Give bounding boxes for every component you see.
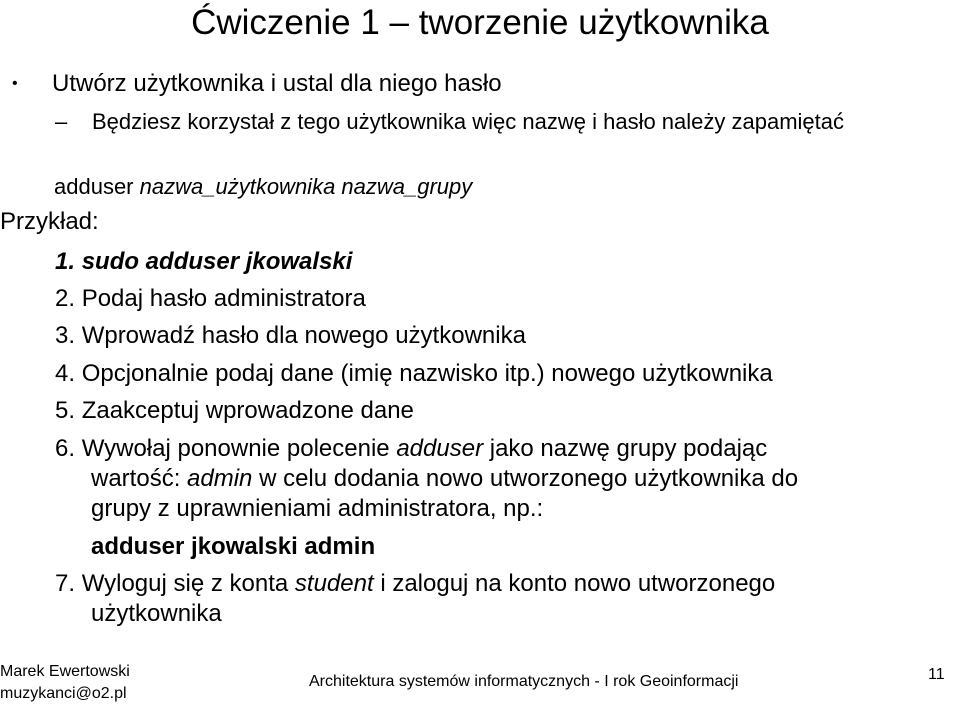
slide-title: Ćwiczenie 1 – tworzenie użytkownika: [191, 3, 769, 42]
page-number: 11: [928, 666, 945, 683]
step-1: [55, 248, 352, 276]
step-number: 2.: [55, 285, 76, 312]
step-number: 6.: [55, 435, 76, 462]
step-number: 1.: [55, 248, 76, 275]
step-3: [55, 322, 526, 350]
step-text: sudo adduser jkowalski: [81, 248, 353, 275]
step-text-b: jako nazwę grupy podając: [489, 435, 768, 462]
bullet-icon: •: [12, 75, 18, 92]
step-6: [55, 435, 767, 463]
step-6-line-2: [91, 465, 798, 493]
step-value: admin: [187, 465, 253, 492]
step-text: Opcjonalnie podaj dane (imię nazwisko itp.) nowego użytkownika: [81, 360, 773, 387]
step-text-a: Wywołaj ponownie polecenie: [81, 435, 390, 462]
step-7: [55, 570, 775, 598]
step-account: student: [294, 570, 374, 597]
footer-email: muzykanci@o2.pl: [0, 685, 127, 702]
step-4: [55, 360, 773, 388]
step-text: Wprowadź hasło dla nowego użytkownika: [81, 322, 526, 349]
step-5: [55, 397, 414, 425]
step-text: wartość:: [91, 465, 181, 492]
step-text: Podaj hasło administratora: [81, 285, 366, 312]
syntax-args: nazwa_użytkownika nazwa_grupy: [139, 174, 473, 199]
syntax-command: adduser: [54, 174, 134, 199]
syntax-line: [54, 173, 472, 201]
step-text-a: Wyloguj się z konta: [81, 570, 289, 597]
step-6-line-3: grupy z uprawnieniami administratora, np.:: [91, 495, 544, 522]
step-text: w celu dodania nowo utworzonego użytkownika do: [259, 465, 799, 492]
main-point: Utwórz użytkownika i ustal dla niego hasło: [52, 70, 502, 97]
step-text: Zaakceptuj wprowadzone dane: [81, 397, 414, 424]
step-number: 7.: [55, 570, 76, 597]
step-command: adduser: [396, 435, 484, 462]
step-7-line-2: użytkownika: [91, 600, 222, 627]
step-number: 5.: [55, 397, 76, 424]
dash-icon: –: [55, 109, 68, 134]
step-2: [55, 285, 366, 313]
step-text-b: i zaloguj na konto nowo utworzonego: [380, 570, 776, 597]
sub-point: Będziesz korzystał z tego użytkownika więc nazwę i hasło należy zapamiętać: [92, 109, 845, 134]
step-number: 3.: [55, 322, 76, 349]
footer-author: Marek Ewertowski: [0, 663, 130, 680]
example-command: adduser jkowalski admin: [91, 533, 376, 560]
example-label: Przykład:: [0, 208, 99, 235]
footer-course: Architektura systemów informatycznych - I rok Geoinformacji: [309, 673, 739, 690]
step-number: 4.: [55, 360, 76, 387]
